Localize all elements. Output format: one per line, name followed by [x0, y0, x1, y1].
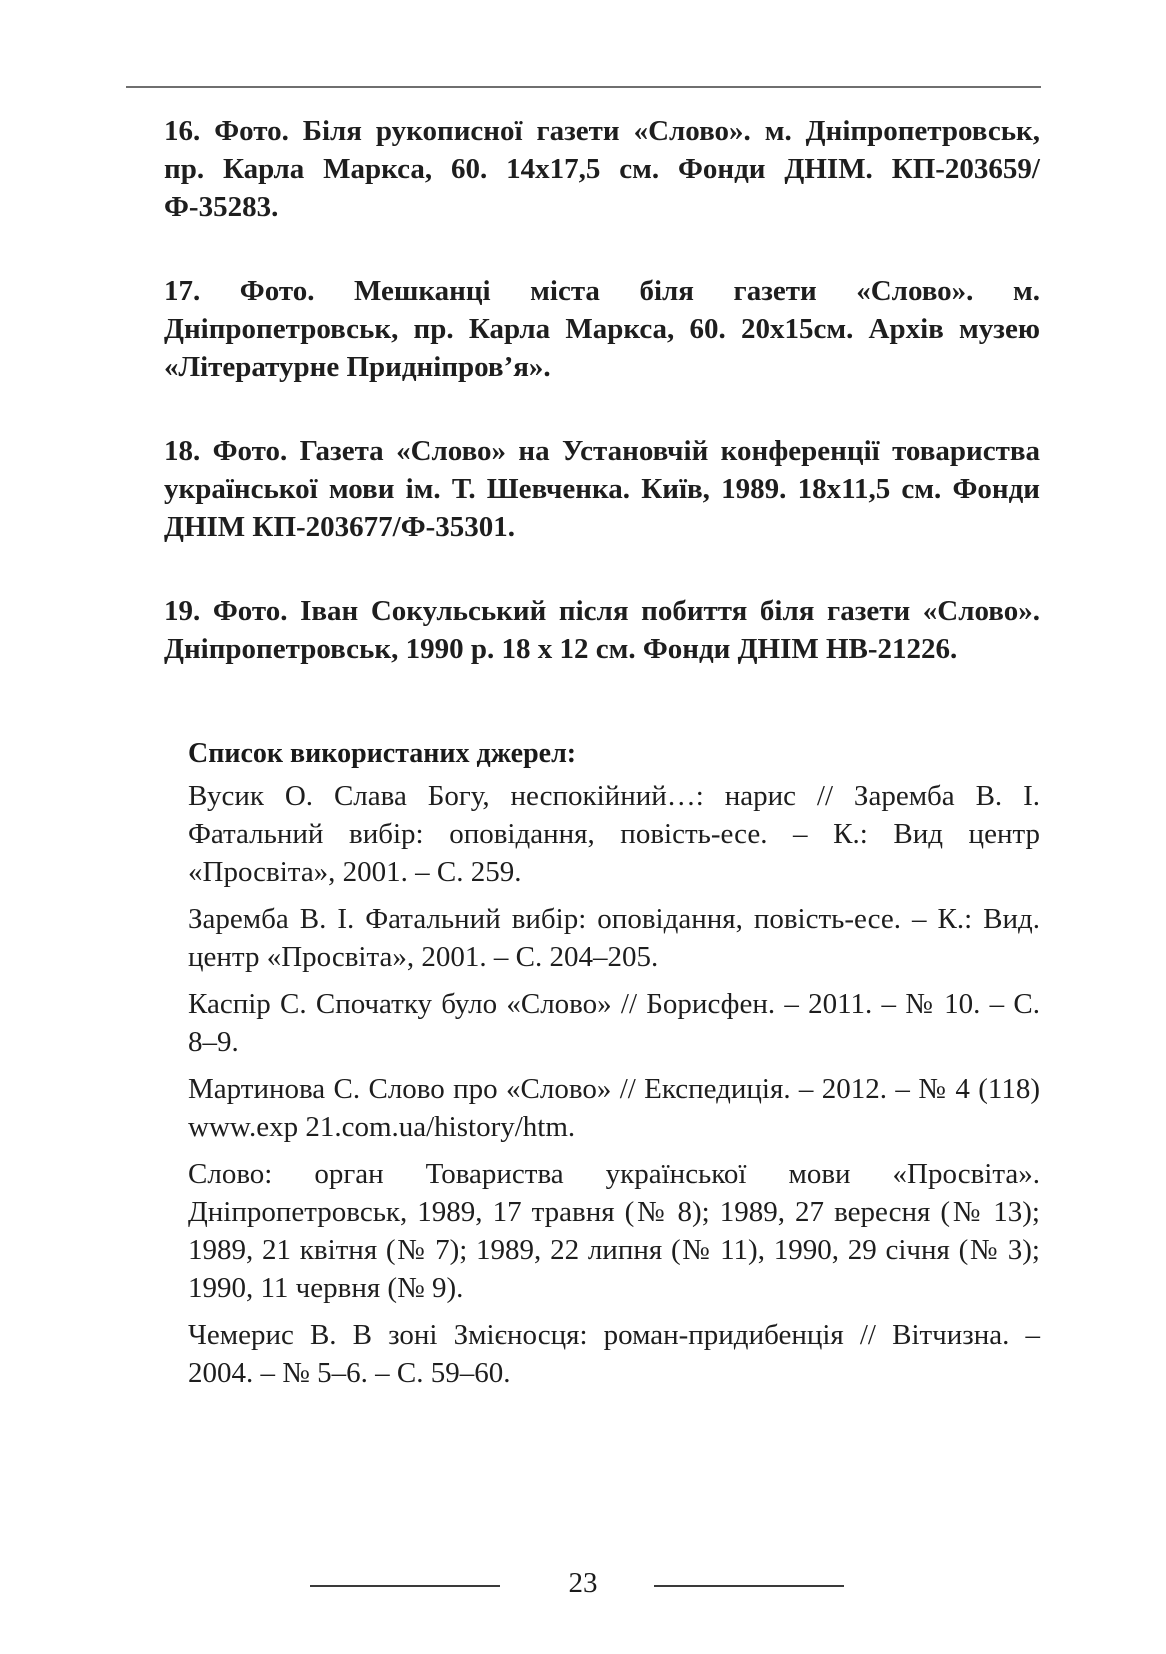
top-divider	[126, 86, 1041, 88]
reference-item: Мартинова С. Слово про «Слово» // Експедиція. – 2012. – № 4 (118) www.exp 21.com.ua/history/htm.	[188, 1073, 1040, 1143]
reference-item: Каспір С. Спочатку було «Слово» // Борисфен. – 2011. – № 10. – С. 8–9.	[188, 988, 1040, 1058]
photo-caption: 18. Фото. Газета «Слово» на Установчій конференції товариства української мови ім. Т. Шевченка. Київ, 1989. 18х11,5 см. Фонди ДНІМ КП-203677/Ф-35301.	[164, 435, 1040, 543]
reference-item: Заремба В. І. Фатальний вибір: оповідання, повість-есе. – К.: Вид. центр «Просвіта», 2001. – С. 204–205.	[188, 903, 1040, 973]
footer-divider-left	[310, 1585, 500, 1587]
reference-item: Чемерис В. В зоні Змієносця: роман-придибенція // Вітчизна. – 2004. – № 5–6. – С. 59–60.	[188, 1319, 1040, 1389]
photo-caption: 17. Фото. Мешканці міста біля газети «Слово». м. Дніпропетровськ, пр. Карла Маркса, 60. 20х15см. Архів музею «Літературне Придніпров’я».	[164, 275, 1040, 383]
reference-item: Слово: орган Товариства української мови «Просвіта». Дніпропетровськ, 1989, 17 травня (№ 8); 1989, 27 вересня (№ 13); 1989, 21 квітня (№ 7); 1989, 22 липня (№ 11), 1990, 29 січня (№ 3); 1990, 11 червня (№ 9).	[188, 1158, 1040, 1304]
photo-caption: 19. Фото. Іван Сокульський після побиття біля газети «Слово». Дніпропетровськ, 1990 р. 18 х 12 см. Фонди ДНІМ НВ-21226.	[164, 595, 1040, 665]
footer-divider-right	[654, 1585, 844, 1587]
photo-caption: 16. Фото. Біля рукописної газети «Слово». м. Дніпропетровськ, пр. Карла Маркса, 60. 14х17,5 см. Фонди ДНІМ. КП-203659/ Ф-35283.	[164, 115, 1040, 223]
photo-captions-list	[164, 112, 1040, 714]
reference-item: Вусик О. Слава Богу, неспокійний…: нарис // Заремба В. І. Фатальний вибір: оповідання, повість-есе. – К.: Вид центр «Просвіта», 2001. – С. 259.	[188, 780, 1040, 888]
page-number: 23	[568, 1567, 598, 1599]
references-section	[188, 735, 1040, 1401]
references-heading: Список використаних джерел:	[188, 738, 577, 769]
